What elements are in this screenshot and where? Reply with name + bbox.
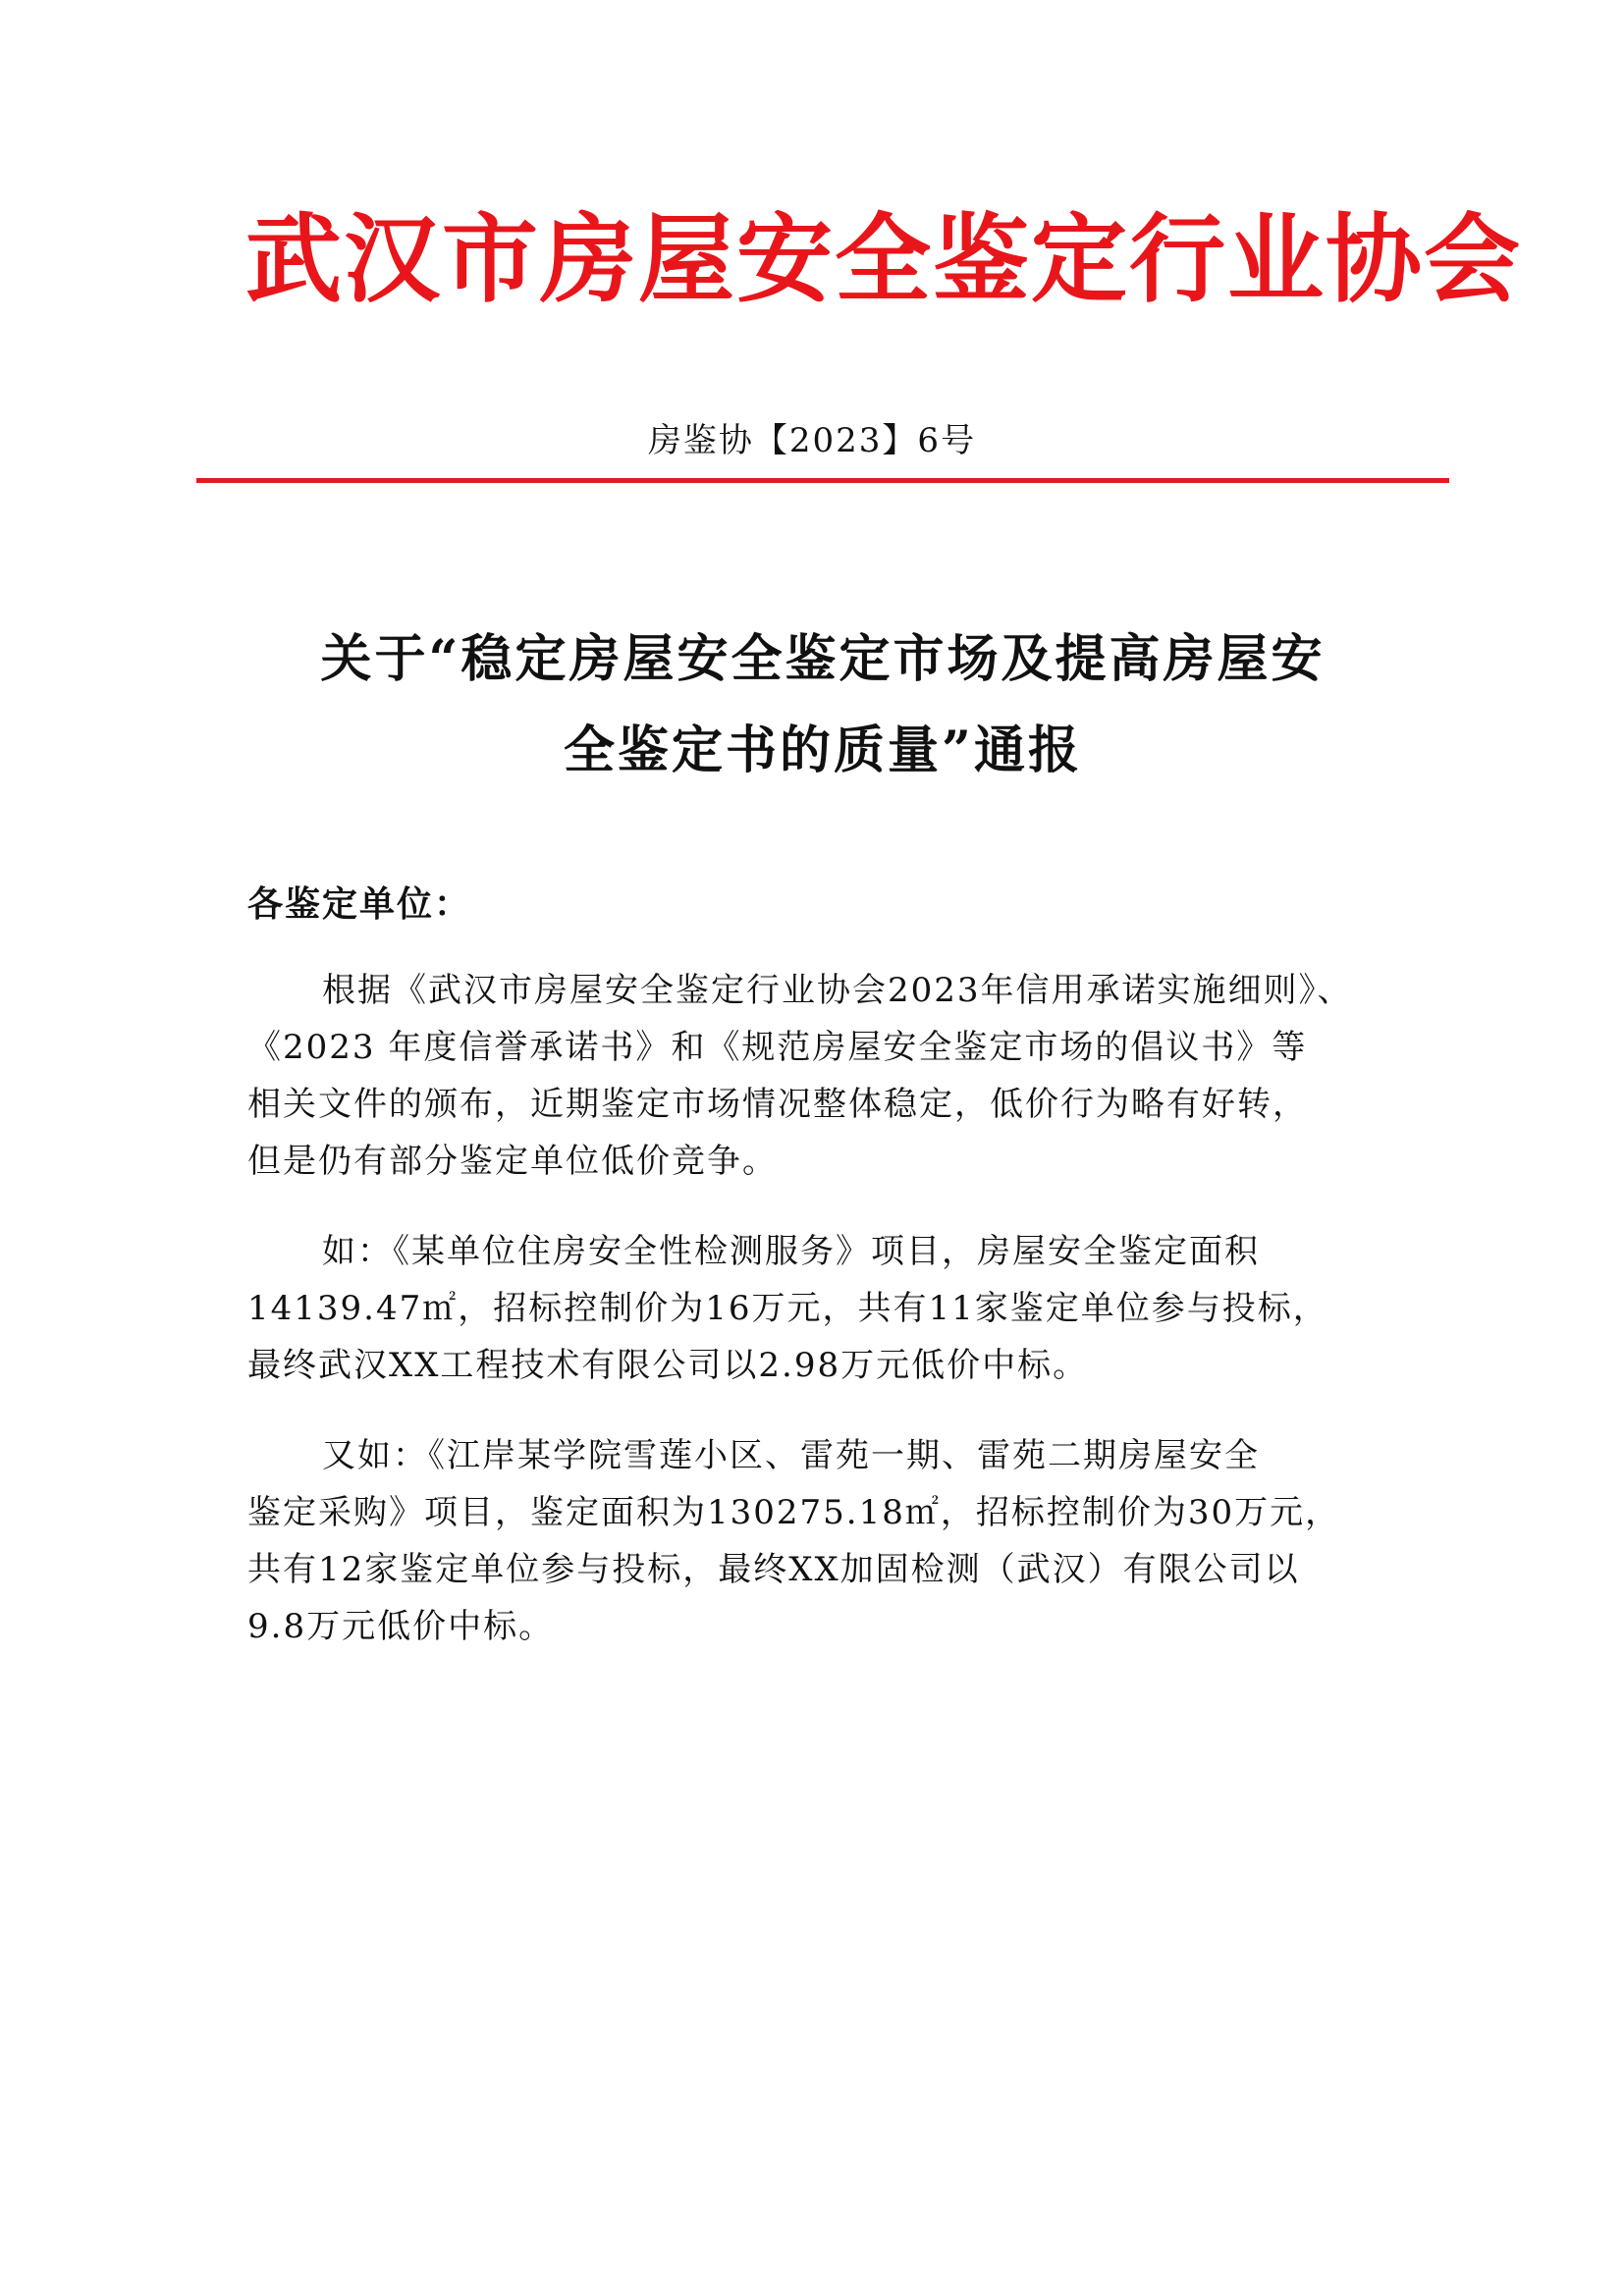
notice-body xyxy=(247,876,1406,1688)
paragraph-background xyxy=(247,962,1406,1190)
salutation: 各鉴定单位： xyxy=(247,883,472,925)
notice-title-line: 关于“稳定房屋安全鉴定市场及提高房屋安 xyxy=(320,629,1326,689)
document-number: 房鉴协【2023】6号 xyxy=(647,421,977,460)
paragraph-line: 但是仍有部分鉴定单位低价竞争。 xyxy=(247,1142,778,1181)
paragraph-line: 鉴定采购》项目，鉴定面积为130275.18㎡，招标控制价为30万元， xyxy=(247,1493,1341,1532)
paragraph-line: 14139.47㎡，招标控制价为16万元，共有11家鉴定单位参与投标， xyxy=(247,1289,1328,1328)
notice-title xyxy=(196,614,1449,796)
paragraph-line: 根据《武汉市房屋安全鉴定行业协会2023年信用承诺实施细则》、 xyxy=(322,971,1353,1010)
paragraph-line: 又如：《江岸某学院雪莲小区、雷苑一期、雷苑二期房屋安全 xyxy=(322,1436,1260,1475)
paragraph-example-two xyxy=(247,1427,1406,1655)
paragraph-line: 如：《某单位住房安全性检测服务》项目，房屋安全鉴定面积 xyxy=(322,1232,1260,1271)
paragraph-line: 最终武汉XX工程技术有限公司以2.98万元低价中标。 xyxy=(247,1346,1089,1385)
notice-title-line: 全鉴定书的质量”通报 xyxy=(564,721,1082,780)
paragraph-line: 共有12家鉴定单位参与投标，最终XX加固检测（武汉）有限公司以 xyxy=(247,1550,1300,1589)
paragraph-line: 《2023 年度信誉承诺书》和《规范房屋安全鉴定市场的倡议书》等 xyxy=(247,1028,1308,1067)
paragraph-example-one xyxy=(247,1223,1406,1394)
red-divider-rule xyxy=(196,478,1449,483)
paragraph-line: 相关文件的颁布，近期鉴定市场情况整体稳定，低价行为略有好转， xyxy=(247,1085,1308,1124)
organization-letterhead: 武汉市房屋安全鉴定行业协会 xyxy=(245,203,1523,316)
paragraph-line: 9.8万元低价中标。 xyxy=(247,1607,555,1646)
